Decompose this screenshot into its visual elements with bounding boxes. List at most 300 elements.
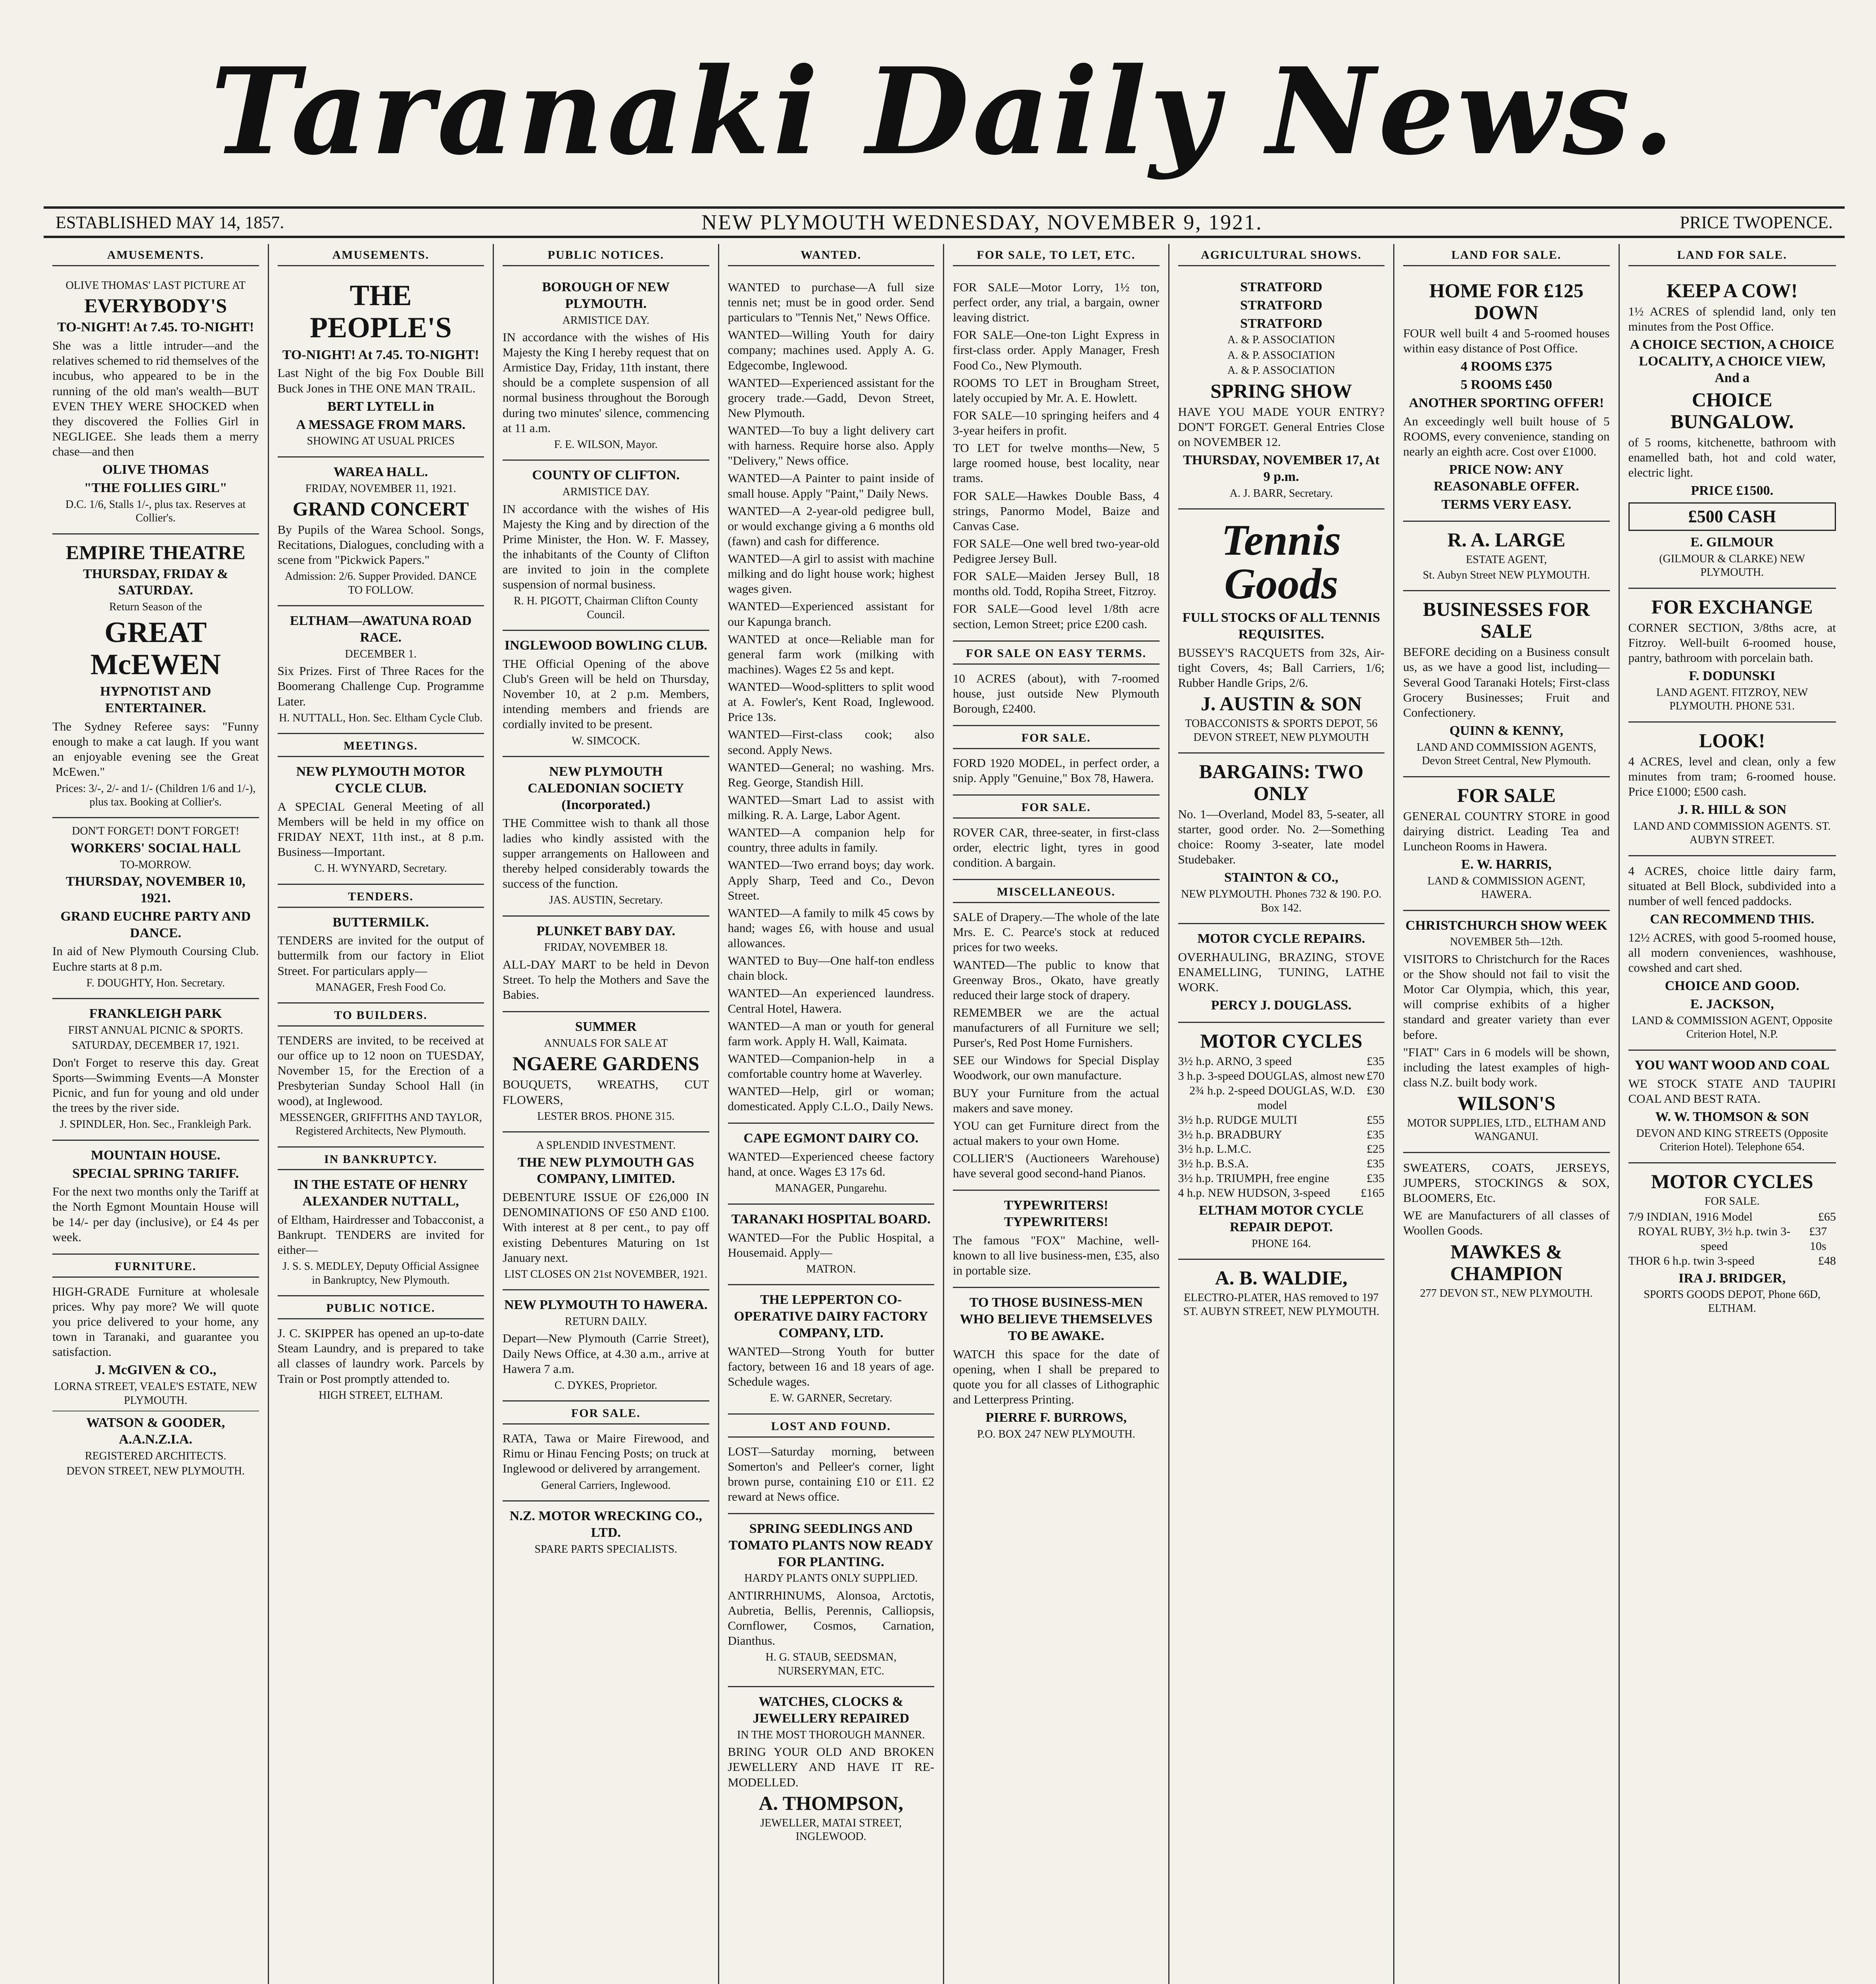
price-line: 5 ROOMS £450 (1461, 377, 1552, 392)
ad-phone: PHONE 164. (1252, 1237, 1311, 1250)
firewood-ad (503, 1401, 709, 1501)
wanted-item: WANTED—Willing Youth for dairy company; machines used. Apply A. G. Edgecombe, Inglewood. (728, 328, 934, 372)
ad-body: 10 ACRES (about), with 7-roomed house, just outside New Plymouth Borough, £2400. (953, 671, 1160, 715)
ad-firm: WILSON'S (1457, 1092, 1555, 1115)
jeweller-ad (728, 1687, 935, 1851)
ad-firm: A. THOMPSON, (758, 1792, 903, 1814)
ad-body: BUSSEY'S RACQUETS from 32s, Air-tight Covers, 4s; Ball Carriers, 1/6; Rubber Handle Grips, 2/6. (1178, 645, 1384, 690)
masthead (48, 36, 1841, 186)
ad-address: LAND & COMMISSION AGENT, HAWERA. (1427, 875, 1586, 901)
item-price: £25 (1367, 1142, 1384, 1156)
ad-signature: MANAGER, Pungarehu. (775, 1182, 887, 1195)
ad-kicker: SUMMER (575, 1019, 637, 1034)
wanted-item: WANTED at once—Reliable man for general farm work (milking with machines). Wages £2 5s and kept. (728, 632, 934, 676)
ad-title: NGAERE GARDENS (512, 1052, 699, 1075)
ad-title: HOME FOR £125 DOWN (1429, 279, 1584, 323)
workers-hall-ad (52, 818, 259, 999)
column-7 (1394, 244, 1620, 1984)
ad-body: Depart—New Plymouth (Carrie Street), Daily News Office, at 4.30 a.m., arrive at Hawera 7 a.m. (503, 1331, 709, 1376)
ad-body: Don't Forget to reserve this day. Great Sports—Swimming Events—A Monster Picnic, and fun for young and old under the trees by the river side. (52, 1055, 259, 1115)
item-name: 3½ h.p. BRADBURY (1178, 1128, 1283, 1141)
ad-body: IN accordance with the wishes of His Majesty the King I hereby request that on Armistice Day, Friday, 11th instant, there should be a complete suspension of all normal business throughout the Borough during two minutes' silence, commencing at 11 a.m. (503, 330, 709, 435)
wood-coal-ad (1628, 1051, 1836, 1163)
sale-item: TO LET for twelve months—New, 5 large roomed house, best locality, near trams. (953, 441, 1160, 485)
item-name: 4 h.p. NEW HUDSON, 3-speed (1178, 1186, 1331, 1200)
column-heading: FOR SALE, TO LET, ETC. (953, 248, 1160, 266)
ad-date: NOVEMBER 5th—12th. (1450, 936, 1563, 948)
ad-title: CHRISTCHURCH SHOW WEEK (1405, 918, 1607, 933)
dairy-co-ad (728, 1124, 935, 1205)
ad-association: A. & P. ASSOCIATION (1227, 349, 1335, 361)
ad-admission: D.C. 1/6, Stalls 1/-, plus tax. Reserves at Collier's. (65, 498, 246, 525)
ad-date: DECEMBER 1. (345, 648, 417, 660)
ad-prices: Prices: 3/-, 2/- and 1/- (Children 1/6 and 1/-), plus tax. Booking at Collier's. (56, 782, 256, 809)
ad-subtitle: TO-NIGHT! At 7.45. TO-NIGHT! (57, 320, 254, 335)
ad-body: The Sydney Referee says: "Funny enough to make a cat laugh. If you want an enjoyable evening see the Great McEwen." (52, 719, 259, 779)
ad-body: FORD 1920 MODEL, in perfect order, a snip. Apply "Genuine," Box 78, Hawera. (953, 756, 1160, 785)
ad-title: CAPE EGMONT DAIRY CO. (743, 1131, 919, 1146)
ad-signature: R. H. PIGOTT, Chairman Clifton County Council. (513, 595, 698, 621)
item-name: 3 h.p. 3-speed DOUGLAS, almost new (1178, 1069, 1365, 1083)
ad-firm: W. W. THOMSON & SON (1655, 1109, 1809, 1124)
ad-signature: A. J. BARR, Secretary. (1229, 487, 1333, 500)
section-heading: MEETINGS. (278, 739, 484, 757)
ad-subtitle: HARDY PLANTS ONLY SUPPLIED. (744, 1572, 918, 1585)
wanted-item: WANTED—A Painter to paint inside of small house. Apply "Paint," Daily News. (728, 471, 934, 500)
ad-body: WE are Manufacturers of all classes of Woollen Goods. (1403, 1208, 1610, 1238)
ad-firm: E. GILMOUR (1690, 534, 1774, 550)
ad-address: LAND AND COMMISSION AGENTS, Devon Street Central, New Plymouth. (1416, 741, 1596, 767)
ad-date: THURSDAY, NOVEMBER 10, 1921. (65, 874, 246, 905)
section-heading: FOR SALE. (503, 1406, 709, 1425)
motor-cycles-ad (1178, 1023, 1385, 1260)
section-heading: PUBLIC NOTICE. (278, 1301, 484, 1319)
column-heading: AMUSEMENTS. (52, 248, 259, 266)
ad-title: IN THE ESTATE OF HENRY ALEXANDER NUTTALL, (293, 1177, 468, 1209)
ad-subtitle: SPECIAL SPRING TARIFF. (72, 1166, 239, 1181)
meetings-notice (278, 734, 484, 884)
ad-title: INGLEWOOD BOWLING CLUB. (504, 638, 707, 653)
wanted-item: WANTED—A man or youth for general farm work. Apply H. Wall, Kaimata. (728, 1019, 934, 1048)
typewriters-ad (953, 1191, 1160, 1288)
item-price: £55 (1367, 1113, 1384, 1127)
ad-recommend: CAN RECOMMEND THIS. (1650, 912, 1815, 927)
ad-body: A SPECIAL General Meeting of all Members will be held in my office on FRIDAY NEXT, 11th inst., at 8 p.m. Business—Important. (277, 799, 484, 859)
item-name: 3½ h.p. RUDGE MULTI (1178, 1113, 1298, 1127)
ad-subtitle: REGISTERED ARCHITECTS. (85, 1450, 227, 1462)
price-row (1628, 1254, 1836, 1269)
price-row (1628, 1210, 1836, 1225)
ad-date: FRIDAY, NOVEMBER 18. (544, 941, 668, 954)
section-heading: LOST AND FOUND. (728, 1419, 935, 1438)
ad-signature: F. DOUGHTY, Hon. Secretary. (86, 977, 225, 989)
price-row (1178, 1128, 1385, 1142)
ad-star: OLIVE THOMAS (102, 462, 209, 477)
ad-address: JEWELLER, MATAI STREET, INGLEWOOD. (760, 1817, 902, 1843)
ad-town: STRATFORD (1240, 279, 1323, 294)
ad-title: THE NEW PLYMOUTH GAS COMPANY, LIMITED. (517, 1155, 694, 1186)
ad-firm: J. R. HILL & SON (1678, 802, 1787, 817)
ad-address: P.O. BOX 247 NEW PLYMOUTH. (977, 1428, 1135, 1441)
miscellaneous-list (953, 880, 1160, 1191)
frankleigh-park-ad (52, 999, 259, 1141)
ad-title: WORKERS' SOCIAL HALL (70, 840, 241, 856)
price: PRICE TWOPENCE. (1680, 212, 1833, 232)
item-price: £35 (1367, 1157, 1384, 1171)
ad-association: A. & P. ASSOCIATION (1227, 334, 1335, 346)
ad-film: "THE FOLLIES GIRL" (84, 480, 227, 495)
ad-body: 4 ACRES, choice little dairy farm, situated at Bell Block, subdivided into a number of well fenced paddocks. (1628, 863, 1836, 908)
dairy-farm-ad (1628, 856, 1836, 1051)
motorcycle-repairs-ad (1178, 924, 1385, 1023)
ad-date: FRIDAY, NOVEMBER 11, 1921. (305, 482, 456, 495)
caledonian-notice (503, 757, 709, 917)
ad-address: LAND AND COMMISSION AGENTS. ST. AUBYN STREET. (1633, 820, 1831, 846)
item-name: THOR 6 h.p. twin 3-speed (1628, 1254, 1755, 1267)
ad-body: J. C. SKIPPER has opened an up-to-date Steam Laundry, and is prepared to take all classes of laundry work. Parcels by Train or Post promptly attended to. (277, 1326, 484, 1386)
ad-firm: ELTHAM MOTOR CYCLE REPAIR DEPOT. (1198, 1203, 1364, 1234)
ad-title: GRAND CONCERT (292, 498, 469, 520)
ad-signature: W. SIMCOCK. (572, 734, 640, 747)
easy-terms-ad (953, 642, 1160, 726)
ad-subtitle: ARMISTICE DAY. (562, 314, 649, 327)
printing-ad (953, 1288, 1160, 1449)
columns (44, 244, 1845, 1984)
ad-address: St. Aubyn Street NEW PLYMOUTH. (1423, 569, 1590, 581)
ad-body: 1½ ACRES of splendid land, only ten minutes from the Post Office. (1628, 304, 1836, 334)
ad-event: GRAND EUCHRE PARTY AND DANCE. (60, 909, 251, 940)
ad-title: MOUNTAIN HOUSE. (91, 1148, 221, 1163)
ad-subtitle: TO-NIGHT! At 7.45. TO-NIGHT! (282, 347, 479, 362)
ad-firm: J. McGIVEN & CO., (95, 1363, 217, 1378)
grand-concert-ad (278, 458, 484, 607)
column-heading: AMUSEMENTS. (278, 248, 484, 266)
ad-days: THURSDAY, FRIDAY & SATURDAY. (83, 566, 228, 598)
issue-date: NEW PLYMOUTH WEDNESDAY, NOVEMBER 9, 1921. (701, 210, 1263, 234)
mountain-house-ad (52, 1141, 259, 1255)
misc-item: BUY your Furniture from the actual makers and save money. (953, 1086, 1160, 1115)
item-price: £65 (1818, 1210, 1836, 1223)
ad-title: EMPIRE THEATRE (66, 541, 246, 563)
wanted-item: WANTED to Buy—One half-ton endless chain block. (728, 954, 934, 983)
ad-firm: E. JACKSON, (1690, 997, 1774, 1012)
ad-date: SATURDAY, DECEMBER 17, 1921. (72, 1039, 240, 1052)
peoples-theatre-ad (278, 273, 484, 458)
price-row (1178, 1054, 1385, 1069)
wanted-item: WANTED—Experienced assistant for our Kapunga branch. (728, 599, 934, 629)
exchange-ad (1628, 589, 1836, 723)
ad-subtitle: FULL STOCKS OF ALL TENNIS REQUISITES. (1182, 610, 1380, 642)
everybodys-ad (52, 273, 259, 534)
item-price: £35 (1367, 1055, 1384, 1068)
ad-terms: TERMS VERY EASY. (1441, 497, 1571, 512)
ad-title: THE PEOPLE'S (309, 279, 452, 344)
item-price: £70 (1367, 1069, 1384, 1083)
ad-title: TO THOSE BUSINESS-MEN WHO BELIEVE THEMSELVES TO BE AWAKE. (960, 1295, 1153, 1343)
ad-subtitle: ANNUALS FOR SALE AT (544, 1037, 668, 1050)
misc-item: SALE of Drapery.—The whole of the late Mrs. E. C. Pearce's stock at reduced prices for two weeks. (953, 910, 1160, 954)
ad-body: Last Night of the big Fox Double Bill Buck Jones in THE ONE MAN TRAIL. (277, 366, 484, 395)
ad-address: HIGH STREET, ELTHAM. (319, 1389, 443, 1401)
ad-subtitle: IN THE MOST THOROUGH MANNER. (737, 1728, 925, 1741)
ad-kicker: DON'T FORGET! DON'T FORGET! (72, 825, 240, 838)
ad-body: WANTED—For the Public Hospital, a Housemaid. Apply— (728, 1230, 934, 1259)
ad-subtitle: HYPNOTIST AND ENTERTAINER. (100, 684, 211, 716)
for-sale-list (953, 273, 1160, 642)
ad-points: A CHOICE SECTION, A CHOICE LOCALITY, A CHOICE VIEW, And a (1630, 337, 1834, 385)
ad-signature: H. G. STAUB, SEEDSMAN, NURSERYMAN, ETC. (765, 1651, 897, 1677)
ad-signature: MATRON. (806, 1263, 856, 1275)
ad-address: NEW PLYMOUTH. Phones 732 & 190. P.O. Box 142. (1181, 888, 1382, 914)
ad-price: PRICE NOW: ANY REASONABLE OFFER. (1434, 462, 1579, 494)
ad-body: VISITORS to Christchurch for the Races or the Show should not fail to visit the Motor Car Olympia, which, this year, will comprise exhibits of a higher standard and greater variety than ever before. (1403, 952, 1610, 1042)
item-name: 3½ h.p. B.S.A. (1178, 1157, 1249, 1171)
column-heading: AGRICULTURAL SHOWS. (1178, 248, 1385, 266)
ad-address: MOTOR SUPPLIES, LTD., ELTHAM AND WANGANUI. (1407, 1117, 1606, 1143)
column-4 (719, 244, 945, 1984)
estate-agent-ad (1403, 522, 1610, 591)
ad-title: TARANAKI HOSPITAL BOARD. (731, 1211, 931, 1227)
clifton-notice (503, 461, 709, 631)
ad-association: A. & P. ASSOCIATION (1227, 364, 1335, 377)
ad-firm: J. AUSTIN & SON (1200, 692, 1362, 715)
electroplater-ad (1178, 1260, 1385, 1327)
ad-title: TYPEWRITERS! TYPEWRITERS! (1004, 1198, 1108, 1230)
ad-body: BEFORE deciding on a Business consult us, as we have a good list, including—Several Good Taranaki Hotels; First-class Grocery Businesses; Fruit and Confectionery. (1403, 645, 1610, 719)
ad-address: LAND & COMMISSION AGENT, Opposite Criterion Hotel, N.P. (1632, 1014, 1833, 1041)
ad-body: ELECTRO-PLATER, HAS removed to 197 ST. AUBYN STREET, NEW PLYMOUTH. (1183, 1292, 1379, 1318)
hospital-ad (728, 1205, 935, 1286)
ngaere-gardens-ad (503, 1012, 709, 1132)
ad-title: ELTHAM—AWATUNA ROAD RACE. (290, 613, 472, 645)
ad-offer: ANOTHER SPORTING OFFER! (1409, 395, 1604, 410)
ad-title: LOOK! (1699, 729, 1765, 752)
item-name: 3½ h.p. ARNO, 3 speed (1178, 1055, 1292, 1068)
ad-price: PRICE £1500. (1691, 483, 1774, 498)
ad-body: BOUQUETS, WREATHS, CUT FLOWERS, (503, 1077, 709, 1107)
ad-venue: WAREA HALL. (333, 464, 428, 479)
ad-body: DEBENTURE ISSUE OF £26,000 IN DENOMINATIONS OF £50 AND £100. With interest at 8 per cent., to pay off existing Debentures Maturing on 1st January next. (503, 1190, 709, 1265)
ad-title: FOR EXCHANGE (1651, 595, 1813, 618)
item-name: 2¾ h.p. 2-speed DOUGLAS, W.D. model (1189, 1084, 1356, 1112)
wanted-item: WANTED—Help, girl or woman; domesticated. Apply C.L.O., Daily News. (728, 1084, 934, 1113)
column-6 (1169, 244, 1395, 1984)
sale-item: ROOMS TO LET in Brougham Street, lately occupied by Mr. A. E. Howlett. (953, 375, 1160, 405)
ad-title: SPRING SEEDLINGS AND TOMATO PLANTS NOW READY FOR PLANTING. (728, 1521, 933, 1569)
ad-firm: IRA J. BRIDGER, (1678, 1271, 1786, 1286)
ad-title: MOTOR CYCLES (1651, 1170, 1813, 1192)
ad-address: (GILMOUR & CLARKE) NEW PLYMOUTH. (1659, 552, 1805, 579)
businesses-ad (1403, 591, 1610, 777)
wanted-item: WANTED—A companion help for country, three adults in family. (728, 825, 934, 855)
wanted-item: WANTED—Companion-help in a comfortable country home at Waverley. (728, 1051, 934, 1081)
ad-signature: H. NUTTALL, Hon. Sec. Eltham Cycle Club. (279, 711, 483, 724)
hawera-service-ad (503, 1290, 709, 1401)
ad-body: OVERHAULING, BRAZING, STOVE ENAMELLING, TUNING, LATHE WORK. (1178, 950, 1384, 994)
ad-when: TO-MORROW. (120, 858, 192, 871)
look-ad (1628, 723, 1836, 856)
ad-star: BERT LYTELL in (327, 399, 434, 414)
ad-body: For the next two months only the Tariff at the North Egmont Mountain House will be 14/- per day (inclusive), or £4 4s per week. (52, 1184, 259, 1244)
ad-subtitle: SPARE PARTS SPECIALISTS. (534, 1543, 678, 1555)
ad-firm: PIERRE F. BURROWS, (985, 1410, 1127, 1425)
ad-signature: J. S. S. MEDLEY, Deputy Official Assignee in Bankruptcy, New Plymouth. (282, 1260, 479, 1286)
wanted-item: WANTED to purchase—A full size tennis net; must be in good order. Send particulars to "Tennis Net," News Office. (728, 280, 934, 325)
ad-body: CORNER SECTION, 3/8ths acre, at Fitzroy. Well-built 6-roomed house, pantry, bathroom with porcelain bath. (1628, 620, 1836, 665)
ad-title: NEW PLYMOUTH MOTOR CYCLE CLUB. (296, 764, 465, 796)
furniture-ad (52, 1255, 259, 1486)
ad-act: GREAT McEWEN (90, 616, 221, 681)
spring-show-ad (1178, 273, 1385, 509)
ad-body: ALL-DAY MART to be held in Devon Street. To help the Mothers and Save the Babies. (503, 957, 709, 1002)
ad-signature: F. E. WILSON, Mayor. (554, 438, 658, 451)
ad-items: SWEATERS, COATS, JERSEYS, JUMPERS, STOCKINGS & SOX, BLOOMERS, Etc. (1403, 1160, 1610, 1205)
ad-body: FOUR well built 4 and 5-roomed houses within easy distance of Post Office. (1403, 326, 1610, 356)
ad-title: MOTOR CYCLE REPAIRS. (1197, 931, 1365, 946)
ad-body: She was a little intruder—and the relatives schemed to rid themselves of the incubus, who appeared to be in the running of the old man's wealth—BUT EVEN THEY WERE SHOCKED when they discovered the Follies Girl in NEGLIGEE. She leads them a merry chase—and then (52, 338, 259, 459)
item-price: £35 (1367, 1128, 1384, 1141)
ad-kicker: Return Season of the (109, 601, 202, 613)
ad-body: LOST—Saturday morning, between Somerton's and Pelleer's corner, light brown purse, containing £10 or £11. £2 reward at News office. (728, 1444, 934, 1503)
item-name: ROYAL RUBY, 3½ h.p. twin 3-speed (1638, 1225, 1791, 1253)
sale-item: FOR SALE—One-ton Light Express in first-class order. Apply Manager, Fresh Food Co., New Plymouth. (953, 328, 1160, 372)
ad-signature: J. SPINDLER, Hon. Sec., Frankleigh Park. (60, 1118, 252, 1131)
misc-item: WANTED—The public to know that Greenway Bros., Okato, have greatly reduced their large stock of drapery. (953, 957, 1160, 1002)
wanted-item: WANTED—Smart Lad to assist with milking. R. A. Large, Labor Agent. (728, 792, 934, 822)
bargains-ad (1178, 754, 1385, 924)
column-3 (494, 244, 719, 1984)
ad-film: A MESSAGE FROM MARS. (296, 417, 466, 432)
ad-signature: MANAGER, Fresh Food Co. (315, 981, 446, 994)
ad-choice: CHOICE AND GOOD. (1665, 979, 1799, 994)
price-row (1628, 1225, 1836, 1254)
wrecking-ad (503, 1501, 709, 1564)
column-8 (1620, 244, 1845, 1984)
ad-firm: F. DODUNSKI (1689, 668, 1776, 683)
established-date: ESTABLISHED MAY 14, 1857. (56, 212, 284, 232)
ad-subtitle: ESTATE AGENT, (1466, 554, 1547, 566)
empire-theatre-ad (52, 534, 259, 819)
ad-title: NEW PLYMOUTH TO HAWERA. (504, 1298, 708, 1313)
ad-signature: General Carriers, Inglewood. (541, 1479, 671, 1492)
ad-kicker: A SPLENDID INVESTMENT. (536, 1139, 676, 1152)
item-price: £165 (1361, 1186, 1384, 1200)
sale-item: FOR SALE—Maiden Jersey Bull, 18 months old. Todd, Ropiha Street, Fitzroy. (953, 569, 1160, 598)
ad-body: WANTED—Experienced cheese factory hand, at once. Wages £3 17s 6d. (728, 1150, 934, 1179)
wanted-item: WANTED—A family to milk 45 cows by hand; wages £6, with house and usual allowances. (728, 905, 934, 950)
misc-item: REMEMBER we are the actual manufacturers of all Furniture we sell; Purser's, Red Post Home Furnishers. (953, 1005, 1160, 1050)
section-heading: FOR SALE. (953, 731, 1160, 749)
ad-body: TENDERS are invited for the output of buttermilk from our factory in Eliot Street. For particulars apply— (277, 933, 484, 978)
price-row (1178, 1069, 1385, 1084)
ad-title: KEEP A COW! (1666, 279, 1798, 302)
ad-title: COUNTY OF CLIFTON. (532, 468, 680, 483)
ad-firm: QUINN & KENNY, (1449, 723, 1563, 738)
section-heading: TENDERS. (278, 890, 484, 908)
ad-body: In aid of New Plymouth Coursing Club. Euchre starts at 8 p.m. (52, 944, 259, 973)
wanted-item: WANTED—First-class cook; also second. Apply News. (728, 727, 934, 757)
ad-signature: E. W. GARNER, Secretary. (770, 1392, 892, 1405)
column-heading: LAND FOR SALE. (1403, 248, 1610, 266)
ad-subtitle: RETURN DAILY. (565, 1315, 647, 1328)
gas-company-ad (503, 1132, 709, 1290)
ad-body: WANTED—Strong Youth for butter factory, between 16 and 18 years of age. Schedule wages. (728, 1344, 934, 1389)
ad-body: BRING YOUR OLD AND BROKEN JEWELLERY AND HAVE IT RE-MODELLED. (728, 1745, 934, 1789)
section-heading: TO BUILDERS. (278, 1008, 484, 1027)
laundry-notice (278, 1296, 484, 1410)
wanted-item: WANTED—A 2-year-old pedigree bull, or would exchange giving a 6 months old (fawn) and cash for difference. (728, 504, 934, 548)
ad-title: Tennis Goods (1221, 516, 1341, 608)
section-heading: FURNITURE. (52, 1259, 259, 1278)
ad-body: ROVER CAR, three-seater, in first-class order, electric light, tyres in good condition. A bargain. (953, 825, 1160, 870)
wanted-item: WANTED—An experienced laundress. Central Hotel, Hawera. (728, 986, 934, 1015)
ad-body: HIGH-GRADE Furniture at wholesale prices. Why pay more? We will quote you price delivered to your home, any town in Taranaki, and guarantee you satisfaction. (52, 1284, 259, 1359)
newspaper-title: Taranaki Daily News. (210, 41, 1678, 181)
motor-cycles-sale-ad (1628, 1163, 1836, 1324)
item-price: £35 (1367, 1172, 1384, 1185)
ad-title: FOR SALE (1457, 784, 1556, 806)
ad-firm: A. B. WALDIE, (1215, 1267, 1348, 1289)
ad-title: BARGAINS: TWO ONLY (1199, 760, 1363, 804)
ad-prices: SHOWING AT USUAL PRICES (307, 435, 455, 448)
ad-body: No. 1—Overland, Model 83, 5-seater, all starter, good order. No. 2—Something choice: Roomy 3-seater, late model Studebaker. (1178, 807, 1384, 867)
road-race-ad (278, 606, 484, 734)
ad-title: FRANKLEIGH PARK (89, 1006, 222, 1021)
ad-town: STRATFORD (1240, 298, 1323, 313)
ad-address: 277 DEVON ST., NEW PLYMOUTH. (1420, 1287, 1593, 1300)
column-1 (44, 244, 269, 1984)
ad-body: 12½ ACRES, with good 5-roomed house, all modern conveniences, washhouse, cowshed and cart shed. (1628, 930, 1836, 975)
price-row (1178, 1171, 1385, 1186)
ad-body: Six Prizes. First of Three Races for the Boomerang Challenge Cup. Programme Later. (277, 664, 484, 708)
ad-subtitle: CHOICE BUNGALOW. (1670, 388, 1794, 433)
column-5 (944, 244, 1169, 1984)
ad-address: SPORTS GOODS DEPOT, Phone 66D, ELTHAM. (1644, 1288, 1821, 1315)
price-row (1178, 1113, 1385, 1128)
item-name: 3½ h.p. L.M.C. (1178, 1142, 1252, 1156)
column-2 (269, 244, 494, 1984)
wanted-item: WANTED—General; no washing. Mrs. Reg. George, Standish Hill. (728, 760, 934, 789)
price-line: 4 ROOMS £375 (1461, 359, 1552, 374)
ad-signature: LESTER BROS. PHONE 315. (537, 1110, 675, 1123)
show-week-ad (1403, 911, 1610, 1153)
ad-title: SPRING SHOW (1210, 379, 1352, 402)
ad-signature: JAS. AUSTIN, Secretary. (549, 894, 663, 907)
sale-item: FOR SALE—Hawkes Double Bass, 4 strings, Panormo Model, Baize and Canvas Case. (953, 488, 1160, 533)
section-heading: FOR SALE ON EASY TERMS. (953, 646, 1160, 665)
home-sale-ad (1403, 273, 1610, 522)
woollen-goods-ad (1403, 1153, 1610, 1308)
ad-body: IN accordance with the wishes of His Majesty the King and by direction of the Prime Minister, the Hon. W. F. Massey, the inhabitants of the County of Clifton are invited to join in the complete suspension of normal business. (503, 502, 709, 592)
ad-signature: C. DYKES, Proprietor. (554, 1379, 657, 1392)
ad-body: WATCH this space for the date of opening, when I shall be prepared to quote you for all classes of Lithographic and Letterpress Printing. (953, 1347, 1160, 1407)
price-row (1178, 1186, 1385, 1201)
dateline-bar (44, 206, 1845, 238)
ad-body: HAVE YOU MADE YOUR ENTRY? DON'T FORGET. General Entries Close on NOVEMBER 12. (1178, 404, 1384, 449)
ad-firm: WATSON & GOODER, A.A.N.Z.I.A. (86, 1415, 225, 1447)
item-price: £30 (1367, 1084, 1384, 1097)
wanted-list (728, 273, 935, 1124)
ad-date: THURSDAY, NOVEMBER 17, At 9 p.m. (1183, 453, 1380, 484)
ad-body: of 5 rooms, kitchenette, bathroom with enamelled bath, hot and cold water, electric light. (1628, 435, 1836, 479)
misc-item: YOU can get Furniture direct from the actual makers to your own Home. (953, 1118, 1160, 1148)
ad-title: BOROUGH OF NEW PLYMOUTH. (542, 279, 670, 311)
sale-item: FOR SALE—One well bred two-year-old Pedigree Jersey Bull. (953, 536, 1160, 566)
ad-town: STRATFORD (1240, 316, 1323, 331)
borough-notice (503, 273, 709, 461)
ad-firm: MAWKES & CHAMPION (1450, 1240, 1563, 1284)
ad-address: DEVON AND KING STREETS (Opposite Criterion Hotel). Telephone 654. (1636, 1127, 1828, 1153)
